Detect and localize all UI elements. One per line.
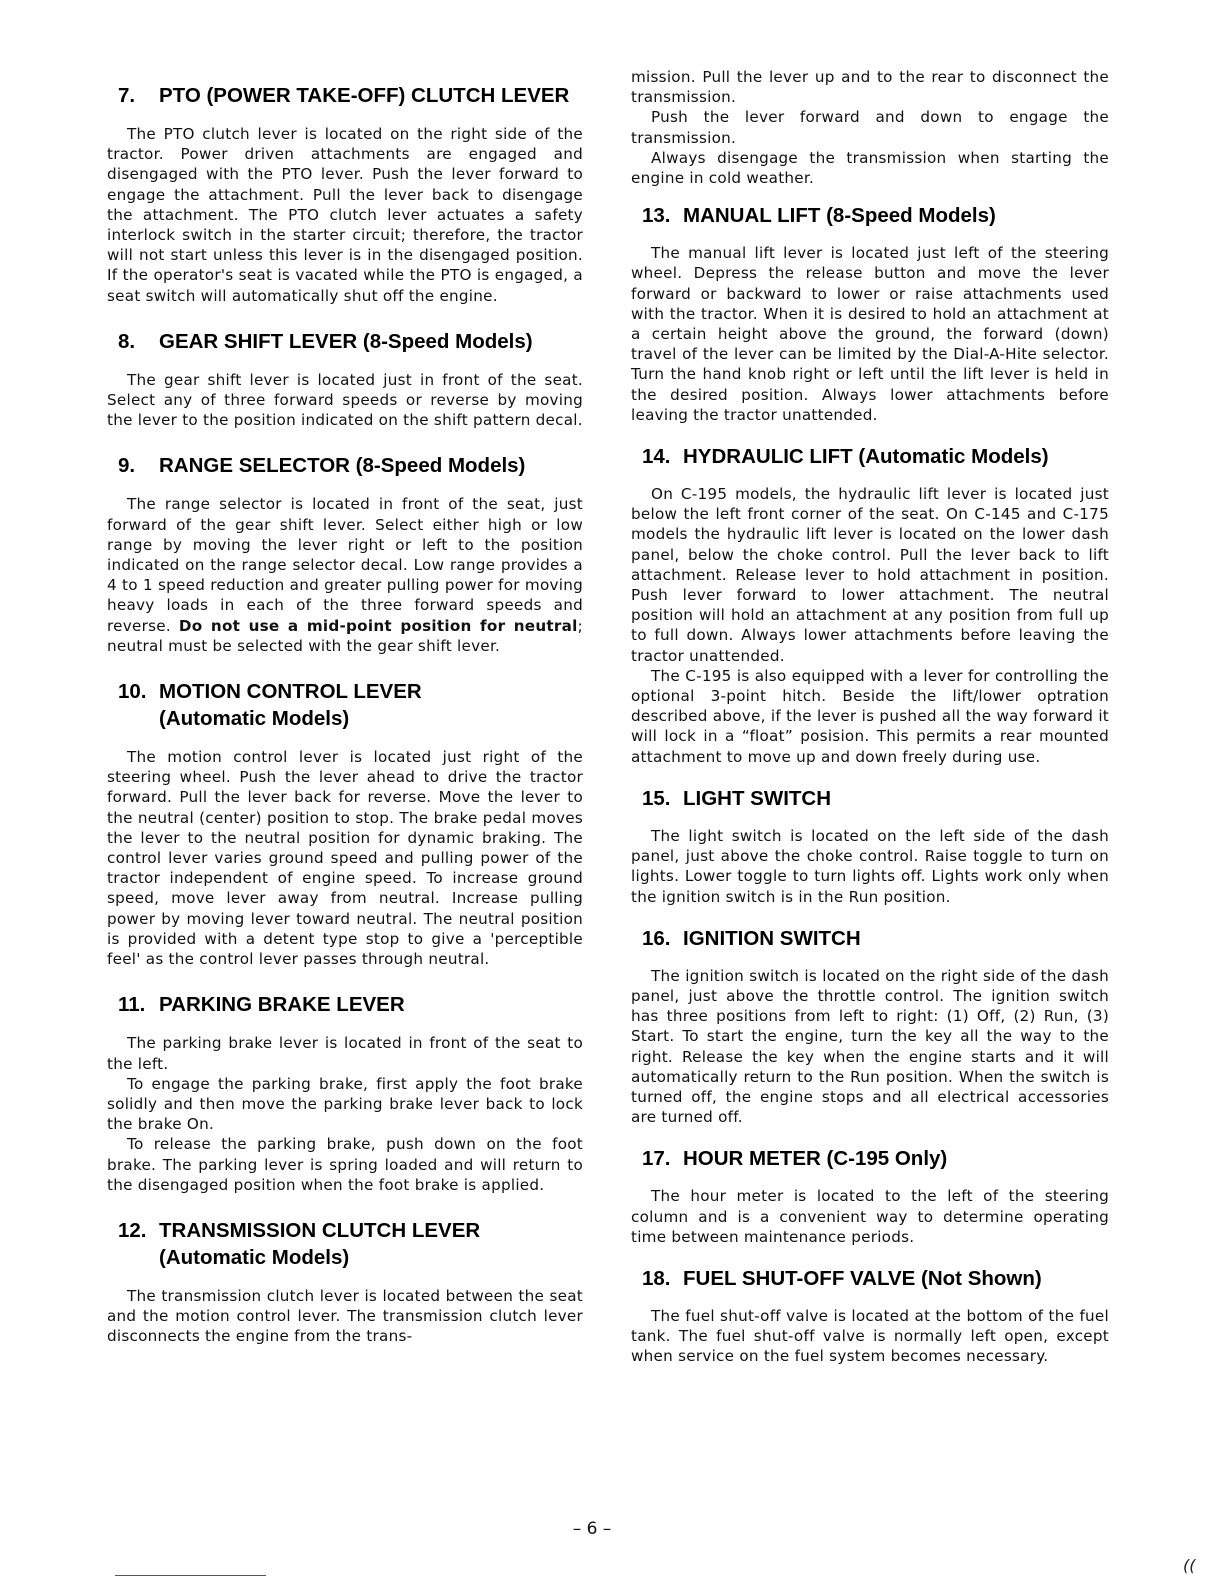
section-paragraph: Push the lever forward and down to engage the transmission. bbox=[631, 108, 1109, 147]
section-heading bbox=[631, 1265, 1109, 1292]
section-number: 17. bbox=[642, 1147, 671, 1171]
section-12 bbox=[107, 1217, 583, 1347]
section-heading bbox=[631, 1145, 1109, 1172]
section-paragraph: The hour meter is located to the left of the steering column and is a convenient way to determine operating time between maintenance periods. bbox=[631, 1187, 1109, 1246]
scan-edge-line bbox=[115, 1575, 266, 1576]
right-column bbox=[631, 67, 1109, 1367]
section-title: GEAR SHIFT LEVER (8-Speed Models) bbox=[159, 329, 533, 353]
section-heading bbox=[107, 991, 583, 1018]
handwritten-mark: (( bbox=[1183, 1556, 1196, 1575]
section-number: 18. bbox=[642, 1266, 671, 1290]
section-heading bbox=[631, 202, 1109, 229]
section-title: PTO (POWER TAKE-OFF) CLUTCH LEVER bbox=[159, 84, 570, 107]
section-title: FUEL SHUT-OFF VALVE (Not Shown) bbox=[683, 1266, 1042, 1290]
section-number: 13. bbox=[642, 204, 671, 228]
page-number: – 6 – bbox=[572, 1519, 612, 1539]
section-number: 14. bbox=[642, 445, 671, 469]
section-title: MOTION CONTROL LEVER (Automatic Models) bbox=[159, 680, 422, 731]
left-column bbox=[107, 62, 583, 1347]
section-title: RANGE SELECTOR (8-Speed Models) bbox=[159, 454, 526, 478]
section-heading bbox=[631, 443, 1109, 470]
section-paragraph: On C-195 models, the hydraulic lift lever is located just below the left front corner of the seat. On C-145 and C-175 models the hydraulic lift lever is located on the lower dash panel, below the choke control. Pull the lever back to lift attachment. Release lever to hold attachment in position. Push lever forward to lower attachment. The neutral position will hold an attachment at any position from full up to full down. Always lower attachments before leaving the tractor unattended. bbox=[631, 485, 1109, 665]
section-heading bbox=[107, 328, 583, 355]
section-paragraph: The C-195 is also equipped with a lever for controlling the optional 3-point hitch. Beside the lift/lower optration described above, if the lever is pushed all the way forward it will lock in a “float” posision. This permits a rear mounted attachment to move up and down freely during use. bbox=[631, 666, 1109, 766]
section-9 bbox=[107, 452, 583, 656]
section-heading bbox=[107, 1217, 583, 1271]
section-10 bbox=[107, 678, 583, 969]
section-15 bbox=[631, 785, 1109, 907]
section-title: HOUR METER (C-195 Only) bbox=[683, 1147, 948, 1171]
section-title: MANUAL LIFT (8-Speed Models) bbox=[683, 204, 996, 228]
section-12-continued bbox=[631, 67, 1109, 188]
section-paragraph: The motion control lever is located just right of the steering wheel. Push the lever ahead to drive the tractor forward. Pull the lever back for reverse. Move the lever to the neutral (center) position to stop. The brake pedal moves the lever to the neutral position for dynamic braking. The control lever varies ground speed and pulling power of the tractor independent of engine speed. To increase ground speed, move lever away from neutral. Increase pulling power by moving lever toward neutral. The neutral position is provided with a detent type stop to give a 'perceptible feel' as the control lever passes through neutral. bbox=[107, 748, 583, 969]
section-heading bbox=[631, 925, 1109, 952]
section-paragraph: The transmission clutch lever is located between the seat and the motion control lever. The transmission clutch lever disconnects the engine from the trans- bbox=[107, 1286, 583, 1346]
section-number: 9. bbox=[118, 454, 136, 478]
section-number: 10. bbox=[118, 680, 147, 704]
section-paragraph: The fuel shut-off valve is located at the bottom of the fuel tank. The fuel shut-off valve is normally left open, except when service on the fuel system becomes necessary. bbox=[631, 1306, 1109, 1366]
section-paragraph: The parking brake lever is located in front of the seat to the left. bbox=[107, 1034, 583, 1073]
section-18 bbox=[631, 1265, 1109, 1367]
section-paragraph: The ignition switch is located on the right side of the dash panel, just above the throttle control. The ignition switch has three positions from left to right: (1) Off, (2) Run, (3) Start. To start the engine, turn the key all the way to the right. Release the key when the engine starts and it will automatically return to the Run position. When the switch is turned off, the engine stops and all electrical accessories are turned off. bbox=[631, 966, 1109, 1127]
section-17 bbox=[631, 1145, 1109, 1247]
section-paragraph: The manual lift lever is located just left of the steering wheel. Depress the release button and move the lever forward or backward to lower or raise attachments used with the tractor. When it is desired to hold an attachment at a certain height above the ground, the forward (down) travel of the lever can be limited by the Dial-A-Hite selector. Turn the hand knob right or left until the lift lever is held in the desired position. Always lower attachments before leaving the tractor unattended. bbox=[631, 244, 1109, 424]
section-13 bbox=[631, 202, 1109, 425]
section-paragraph: The range selector is located in front of the seat, just forward of the gear shift lever. Select either high or low range by moving the lever right or left to the position indicated on the range selector decal. Low range provides a 4 to 1 speed reduction and greater pulling power for moving heavy loads in each of the three forward speeds and reverse. Do not use a mid-point position for neutral; neutral must be selected with the gear shift lever. bbox=[107, 495, 583, 655]
section-7 bbox=[107, 82, 583, 306]
section-paragraph: To release the parking brake, push down on the foot brake. The parking lever is spring loaded and will return to the disengaged position when the foot brake is applied. bbox=[107, 1135, 583, 1194]
section-number: 11. bbox=[118, 993, 146, 1017]
section-heading bbox=[107, 82, 583, 109]
section-title: IGNITION SWITCH bbox=[683, 926, 861, 950]
section-title: HYDRAULIC LIFT (Automatic Models) bbox=[683, 445, 1049, 469]
section-11 bbox=[107, 991, 583, 1195]
section-number: 16. bbox=[642, 926, 671, 950]
section-16 bbox=[631, 925, 1109, 1128]
section-heading bbox=[107, 452, 583, 479]
section-paragraph: The light switch is located on the left side of the dash panel, just above the choke control. Raise toggle to turn on lights. Lower toggle to turn lights off. Lights work only when the ignition switch is in the Run position. bbox=[631, 826, 1109, 906]
section-title: LIGHT SWITCH bbox=[683, 786, 832, 810]
section-number: 7. bbox=[118, 84, 136, 107]
section-paragraph: To engage the parking brake, first apply the foot brake solidly and then move the parking brake lever back to lock the brake On. bbox=[107, 1074, 583, 1134]
section-title: PARKING BRAKE LEVER bbox=[159, 993, 405, 1017]
section-8 bbox=[107, 328, 583, 431]
section-paragraph: The PTO clutch lever is located on the right side of the tractor. Power driven attachments are engaged and disengaged with the PTO lever. Push the lever forward to engage the attachment. Pull the lever back to disengage the attachment. The PTO clutch lever actuates a safety interlock switch in the starter circuit; therefore, the tractor will not start unless this lever is in the disengaged position. If the operator's seat is vacated while the PTO is engaged, a seat switch will automatically shut off the engine. bbox=[107, 125, 583, 305]
section-number: 15. bbox=[642, 786, 671, 810]
section-paragraph: The gear shift lever is located just in front of the seat. Select any of three forward speeds or reverse by moving the lever to the position indicated on the shift pattern decal. bbox=[107, 370, 583, 430]
warning-text: Do not use a mid-point position for neutral bbox=[178, 616, 578, 635]
section-14 bbox=[631, 443, 1109, 767]
section-heading bbox=[107, 678, 583, 732]
section-heading bbox=[631, 785, 1109, 812]
section-title: TRANSMISSION CLUTCH LEVER (Automatic Models) bbox=[159, 1218, 481, 1269]
section-paragraph: Always disengage the transmission when starting the engine in cold weather. bbox=[631, 148, 1109, 188]
section-number: 12. bbox=[118, 1218, 147, 1242]
section-paragraph: mission. Pull the lever up and to the rear to disconnect the transmission. bbox=[631, 68, 1109, 107]
section-number: 8. bbox=[118, 329, 136, 353]
